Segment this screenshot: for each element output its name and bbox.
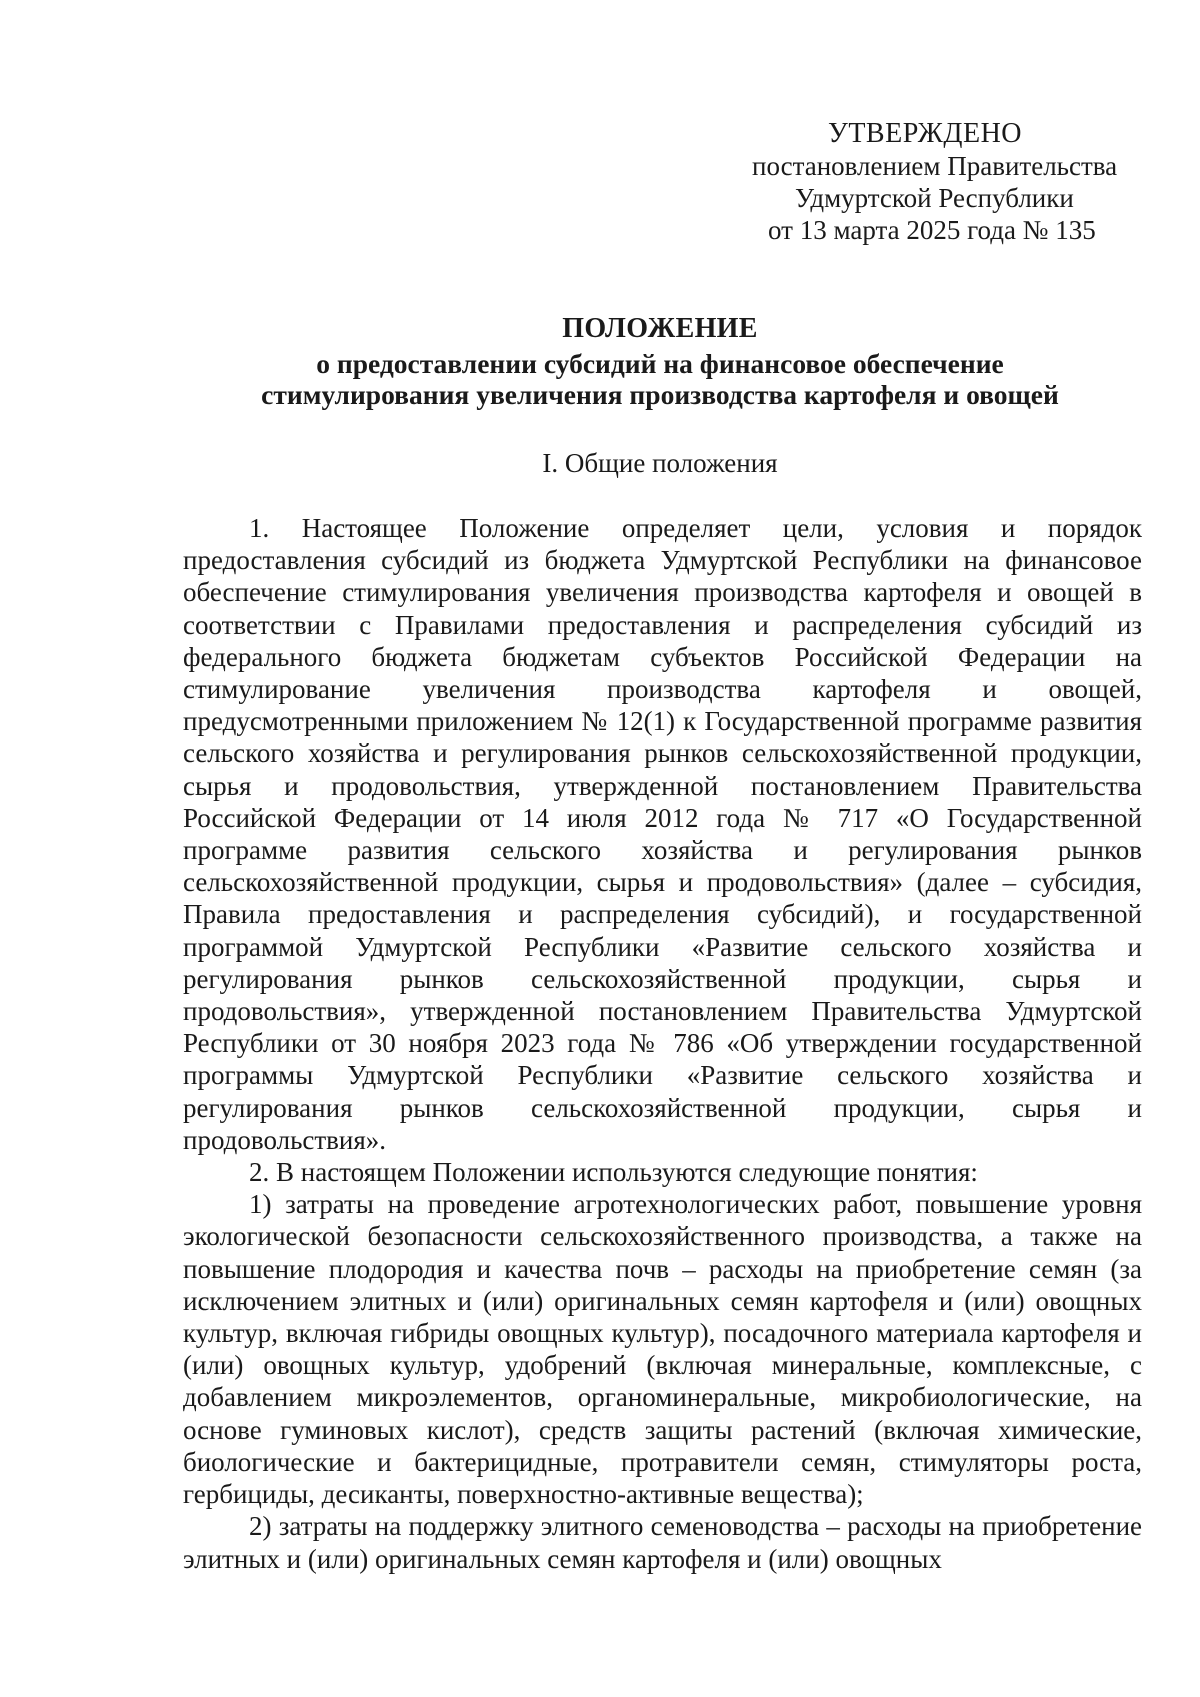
approval-heading: УТВЕРЖДЕНО xyxy=(828,118,1023,149)
approval-line: от 13 марта 2025 года № 135 xyxy=(768,215,1096,245)
paragraph: 2) затраты на поддержку элитного семеноводства – расходы на приобретение элитных и (или) оригинальных семян картофеля и (или) овощных xyxy=(183,1511,1142,1574)
body-text xyxy=(183,512,1142,1575)
document-subtitle: стимулирования увеличения производства картофеля и овощей xyxy=(261,379,1059,410)
document-title-block xyxy=(180,313,1140,410)
section-heading: I. Общие положения xyxy=(542,448,778,478)
approval-stamp xyxy=(680,118,1200,246)
paragraph: 1) затраты на проведение агротехнологических работ, повышение уровня экологической безопасности сельскохозяйственного производства, а также на повышение плодородия и качества почв – расходы на приобретение семян (за исключением элитных и (или) оригинальных семян картофеля и (или) овощных культур, включая гибриды овощных культур), посадочного материала картофеля и (или) овощных культур, удобрений (включая минеральные, комплексные, с добавлением микроэлементов, органоминеральные, микробиологические, на основе гуминовых кислот), средств защиты растений (включая химические, биологические и бактерицидные, протравители семян, стимуляторы роста, гербициды, десиканты, поверхностно-активные вещества); xyxy=(183,1189,1142,1510)
document-title: ПОЛОЖЕНИЕ xyxy=(562,313,758,344)
paragraph: 2. В настоящем Положении используются следующие понятия: xyxy=(249,1157,978,1188)
document-subtitle: о предоставлении субсидий на финансовое обеспечение xyxy=(316,348,1004,379)
approval-line: постановлением Правительства xyxy=(752,151,1118,181)
approval-line: Удмуртской Республики xyxy=(795,183,1074,213)
paragraph: 1. Настоящее Положение определяет цели, условия и порядок предоставления субсидий из бюджета Удмуртской Республики на финансовое обеспечение стимулирования увеличения производства картофеля и овощей в соответствии с Правилами предоставления и распределения субсидий из федерального бюджета бюджетам субъектов Российской Федерации на стимулирование увеличения производства картофеля и овощей, предусмотренными приложением № 12(1) к Государственной программе развития сельского хозяйства и регулирования рынков сельскохозяйственной продукции, сырья и продовольствия, утвержденной постановлением Правительства Российской Федерации от 14 июля 2012 года № 717 «О Государственной программе развития сельского хозяйства и регулирования рынков сельскохозяйственной продукции, сырья и продовольствия» (далее – субсидия, Правила предоставления и распределения субсидий), и государственной программой Удмуртской Республики «Развитие сельского хозяйства и регулирования рынков сельскохозяйственной продукции, сырья и продовольствия», утвержденной постановлением Правительства Удмуртской Республики от 30 ноября 2023 года № 786 «Об утверждении государственной программы Удмуртской Республики «Развитие сельского хозяйства и регулирования рынков сельскохозяйственной продукции, сырья и продовольствия». xyxy=(183,513,1142,1155)
